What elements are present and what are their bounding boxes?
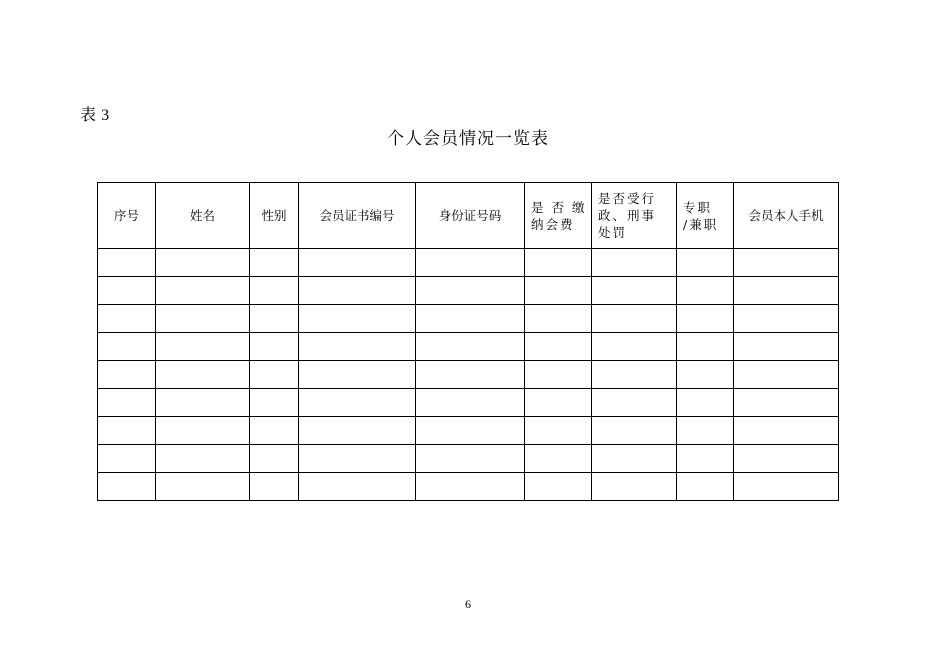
table-cell [299,389,416,417]
table-cell [677,249,734,277]
table-cell [250,249,299,277]
table-cell [525,333,592,361]
table-cell [416,389,525,417]
table-cell [525,445,592,473]
table-cell [156,417,250,445]
table-label-number: 3 [101,107,110,124]
table-cell [416,361,525,389]
table-cell [677,445,734,473]
table-cell [525,361,592,389]
column-header-phone: 会员本人手机 [734,183,839,249]
column-header-employment-line-1: 专职 [683,199,713,215]
table-row [98,333,839,361]
table-cell [250,361,299,389]
table-cell [416,417,525,445]
table-row [98,249,839,277]
table-cell [98,249,156,277]
table-row [98,361,839,389]
table-body [98,249,839,501]
table-cell [98,361,156,389]
table-cell [734,389,839,417]
table-row [98,277,839,305]
table-cell [525,249,592,277]
table-cell [592,445,677,473]
table-cell [677,361,734,389]
table-row [98,445,839,473]
table-cell [299,417,416,445]
table-cell [98,389,156,417]
table-cell [734,417,839,445]
table-row [98,417,839,445]
table-cell [98,473,156,501]
table-cell [734,473,839,501]
column-header-employment-line-2: /兼职 [683,216,719,232]
column-header-penalized [592,183,677,249]
table-cell [592,361,677,389]
table-cell [416,333,525,361]
table-row [98,473,839,501]
table-cell [156,277,250,305]
table-cell [250,445,299,473]
table-cell [416,277,525,305]
table-cell [250,417,299,445]
table-label-prefix: 表 [80,105,97,124]
page-number: 6 [465,597,471,611]
table-cell [156,361,250,389]
table-cell [299,305,416,333]
table-row [98,389,839,417]
column-header-id-number: 身份证号码 [416,183,525,249]
table-cell [156,305,250,333]
table-cell [98,277,156,305]
table-cell [525,473,592,501]
table-cell [734,305,839,333]
column-header-certificate-number: 会员证书编号 [299,183,416,249]
column-header-paid-dues-line-2: 纳会费 [531,216,575,232]
table-cell [299,473,416,501]
table-cell [525,305,592,333]
column-header-paid-dues [525,183,592,249]
table-cell [592,389,677,417]
table-cell [677,417,734,445]
table-cell [592,249,677,277]
table-cell [592,473,677,501]
table-cell [416,249,525,277]
table-cell [734,445,839,473]
table-cell [299,445,416,473]
table-cell [677,389,734,417]
table-cell [592,305,677,333]
table-cell [156,445,250,473]
table-cell [734,277,839,305]
table-cell [734,361,839,389]
column-header-gender: 性别 [250,183,299,249]
table-cell [250,277,299,305]
table-cell [156,333,250,361]
table-cell [98,417,156,445]
table-cell [250,473,299,501]
table-cell [416,305,525,333]
table-cell [592,333,677,361]
table-cell [677,333,734,361]
table-cell [299,333,416,361]
table-cell [416,445,525,473]
document-title: 个人会员情况一览表 [387,129,549,149]
column-header-penalized-line-1: 是否受行 [598,191,657,206]
table-cell [525,389,592,417]
column-header-serial: 序号 [98,183,156,249]
column-header-paid-dues-line-1: 是 否 缴 [531,199,587,215]
table-row [98,305,839,333]
table-cell [98,333,156,361]
table-cell [250,389,299,417]
member-table [97,182,839,501]
table-cell [734,249,839,277]
table-cell [250,305,299,333]
table-cell [98,445,156,473]
table-cell [677,277,734,305]
table-cell [250,333,299,361]
table-label [80,104,109,127]
column-header-penalized-line-2: 政、刑事 [598,208,657,223]
table-cell [525,277,592,305]
table-cell [156,389,250,417]
table-cell [299,277,416,305]
table-cell [525,417,592,445]
column-header-employment [677,183,734,249]
table-header-row [98,183,839,249]
table-cell [299,249,416,277]
table-cell [592,417,677,445]
table-cell [592,277,677,305]
table-cell [299,361,416,389]
table-cell [677,473,734,501]
column-header-name: 姓名 [156,183,250,249]
table-cell [156,249,250,277]
column-header-penalized-line-3: 处罚 [598,225,628,240]
table-cell [734,333,839,361]
table-cell [677,305,734,333]
table-cell [98,305,156,333]
table-cell [416,473,525,501]
table-cell [156,473,250,501]
